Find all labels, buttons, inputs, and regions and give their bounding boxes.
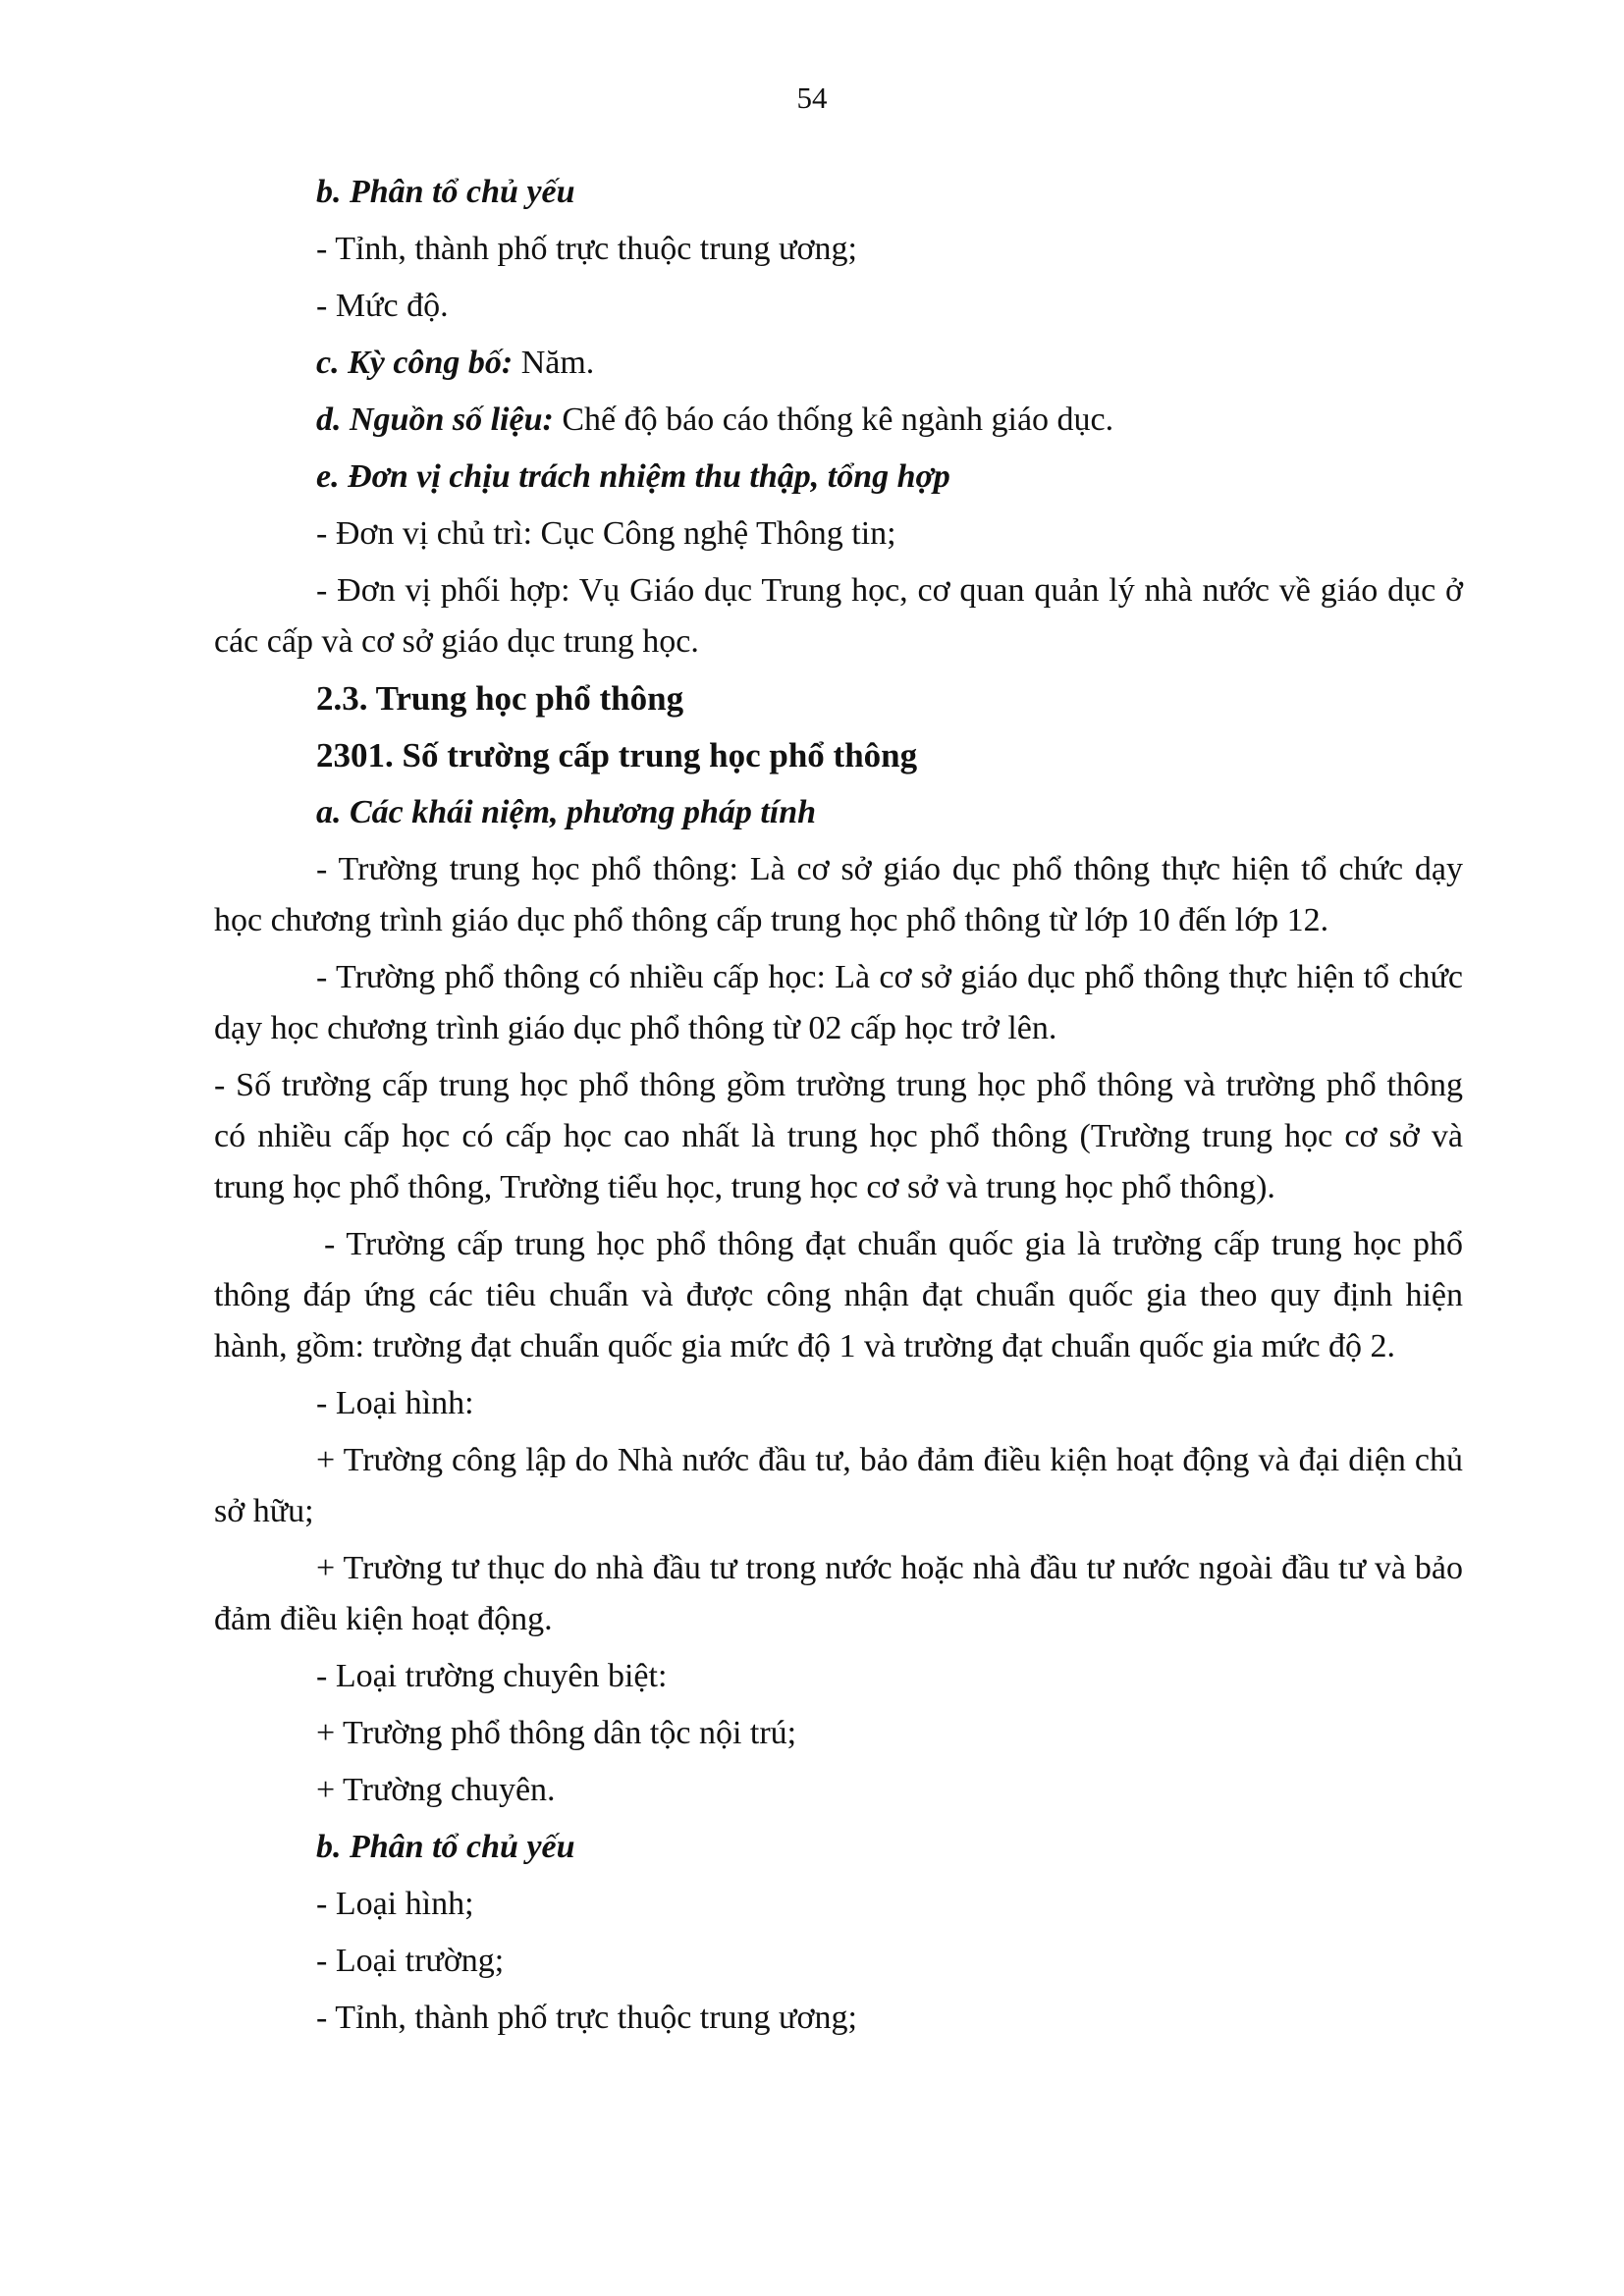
- subsection-heading-a: a. Các khái niệm, phương pháp tính: [316, 794, 817, 830]
- list-item: - Mức độ.: [316, 288, 449, 324]
- publication-period-value: Năm.: [513, 345, 595, 381]
- data-source-value: Chế độ báo cáo thống kê ngành giáo dục.: [553, 401, 1114, 438]
- label-data-source: d. Nguồn số liệu:: [316, 401, 554, 438]
- paragraph: + Trường công lập do Nhà nước đầu tư, bảo đảm điều kiện hoạt động và đại diện chủ sở hữu;: [214, 1442, 1463, 1529]
- list-item: - Loại trường chuyên biệt:: [316, 1658, 668, 1694]
- subsection-heading-b: b. Phân tổ chủ yếu: [316, 1829, 575, 1865]
- paragraph: - Đơn vị phối hợp: Vụ Giáo dục Trung học, cơ quan quản lý nhà nước về giáo dục ở các cấp và cơ sở giáo dục trung học.: [214, 572, 1463, 660]
- paragraph: - Trường trung học phổ thông: Là cơ sở giáo dục phổ thông thực hiện tổ chức dạy học chương trình giáo dục phổ thông cấp trung học phổ thông từ lớp 10 đến lớp 12.: [214, 851, 1463, 938]
- paragraph: - Trường cấp trung học phổ thông đạt chuẩn quốc gia là trường cấp trung học phổ thông đáp ứng các tiêu chuẩn và được công nhận đạt chuẩn quốc gia theo quy định hiện hành, gồm: trường đạt chuẩn quốc gia mức độ 1 và trường đạt chuẩn quốc gia mức độ 2.: [214, 1226, 1463, 1364]
- list-item: - Tỉnh, thành phố trực thuộc trung ương;: [316, 231, 857, 267]
- list-item: - Loại hình;: [316, 1886, 474, 1922]
- page-content: [214, 167, 1463, 2050]
- list-item: - Loại hình:: [316, 1385, 474, 1421]
- list-item: - Tỉnh, thành phố trực thuộc trung ương;: [316, 2000, 857, 2036]
- section-heading: 2.3. Trung học phổ thông: [316, 679, 684, 718]
- paragraph: + Trường tư thục do nhà đầu tư trong nước hoặc nhà đầu tư nước ngoài đầu tư và bảo đảm điều kiện hoạt động.: [214, 1550, 1463, 1637]
- list-item: - Đơn vị chủ trì: Cục Công nghệ Thông tin;: [316, 515, 896, 552]
- paragraph: - Trường phổ thông có nhiều cấp học: Là cơ sở giáo dục phổ thông thực hiện tổ chức dạy học chương trình giáo dục phổ thông từ 02 cấp học trở lên.: [214, 959, 1463, 1046]
- subsection-heading-b: b. Phân tổ chủ yếu: [316, 174, 575, 210]
- page-number: 54: [796, 80, 828, 115]
- label-publication-period: c. Kỳ công bố:: [316, 345, 514, 381]
- indicator-heading: 2301. Số trường cấp trung học phổ thông: [316, 736, 918, 774]
- paragraph: - Số trường cấp trung học phổ thông gồm trường trung học phổ thông và trường phổ thông có nhiều cấp học có cấp học cao nhất là trung học phổ thông (Trường trung học cơ sở và trung học phổ thông, Trường tiểu học, trung học cơ sở và trung học phổ thông).: [214, 1067, 1463, 1205]
- list-item: - Loại trường;: [316, 1943, 505, 1979]
- subsection-heading-e: e. Đơn vị chịu trách nhiệm thu thập, tổng hợp: [316, 458, 950, 495]
- list-item: + Trường chuyên.: [316, 1772, 556, 1808]
- list-item: + Trường phổ thông dân tộc nội trú;: [316, 1715, 797, 1751]
